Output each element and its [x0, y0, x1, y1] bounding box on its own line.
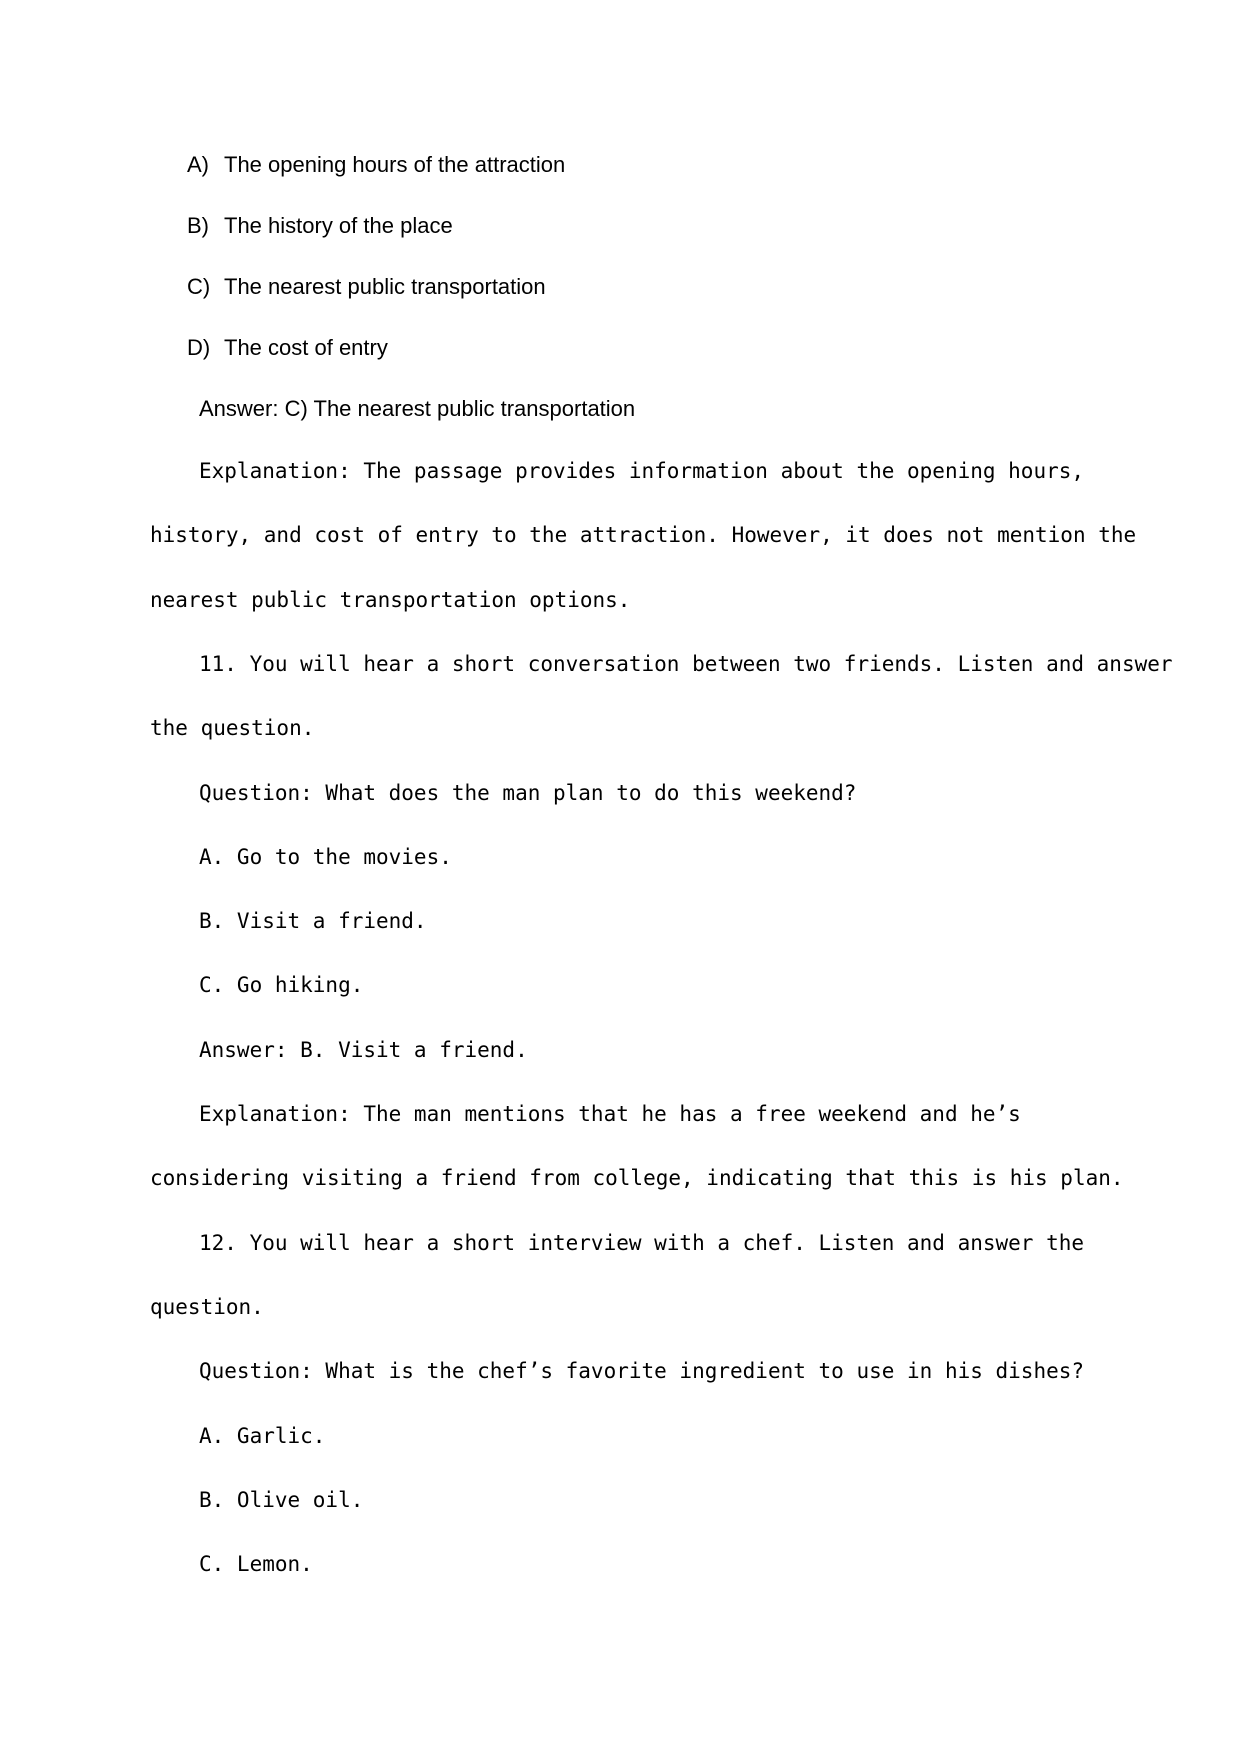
- option-text: The opening hours of the attraction: [224, 152, 566, 177]
- option-text: The history of the place: [224, 213, 453, 238]
- option-b: [187, 215, 453, 237]
- q12-option: C. Lemon.: [199, 1552, 313, 1576]
- explanation-line: nearest public transportation options.: [150, 588, 631, 612]
- option-c: [187, 276, 546, 298]
- explanation-line: Explanation: The passage provides information about the opening hours,: [199, 459, 1085, 483]
- option-letter: B): [187, 213, 209, 238]
- option-text: The nearest public transportation: [224, 274, 546, 299]
- q11-explanation-line: Explanation: The man mentions that he has a free weekend and he’s: [199, 1102, 1021, 1126]
- q12-prompt-line: 12. You will hear a short interview with a chef. Listen and answer the: [199, 1231, 1085, 1255]
- q12-prompt-line: question.: [150, 1295, 264, 1319]
- q11-prompt-line: 11. You will hear a short conversation between two friends. Listen and answer: [199, 652, 1173, 676]
- q11-option: C. Go hiking.: [199, 973, 364, 997]
- q12-question: Question: What is the chef’s favorite ingredient to use in his dishes?: [199, 1359, 1085, 1383]
- q12-option: A. Garlic.: [199, 1424, 326, 1448]
- option-d: [187, 337, 388, 359]
- option-letter: A): [187, 152, 209, 177]
- q11-prompt-line: the question.: [150, 716, 315, 740]
- answer-q10: Answer: C) The nearest public transportation: [199, 396, 636, 421]
- option-a: [187, 154, 565, 176]
- option-letter: D): [187, 335, 211, 360]
- q11-question: Question: What does the man plan to do this weekend?: [199, 781, 857, 805]
- explanation-line: history, and cost of entry to the attraction. However, it does not mention the: [150, 523, 1137, 547]
- q11-explanation-line: considering visiting a friend from college, indicating that this is his plan.: [150, 1166, 1124, 1190]
- q11-option: A. Go to the movies.: [199, 845, 452, 869]
- q11-answer: Answer: B. Visit a friend.: [199, 1038, 528, 1062]
- q11-option: B. Visit a friend.: [199, 909, 427, 933]
- q12-option: B. Olive oil.: [199, 1488, 364, 1512]
- option-text: The cost of entry: [224, 335, 388, 360]
- option-letter: C): [187, 274, 211, 299]
